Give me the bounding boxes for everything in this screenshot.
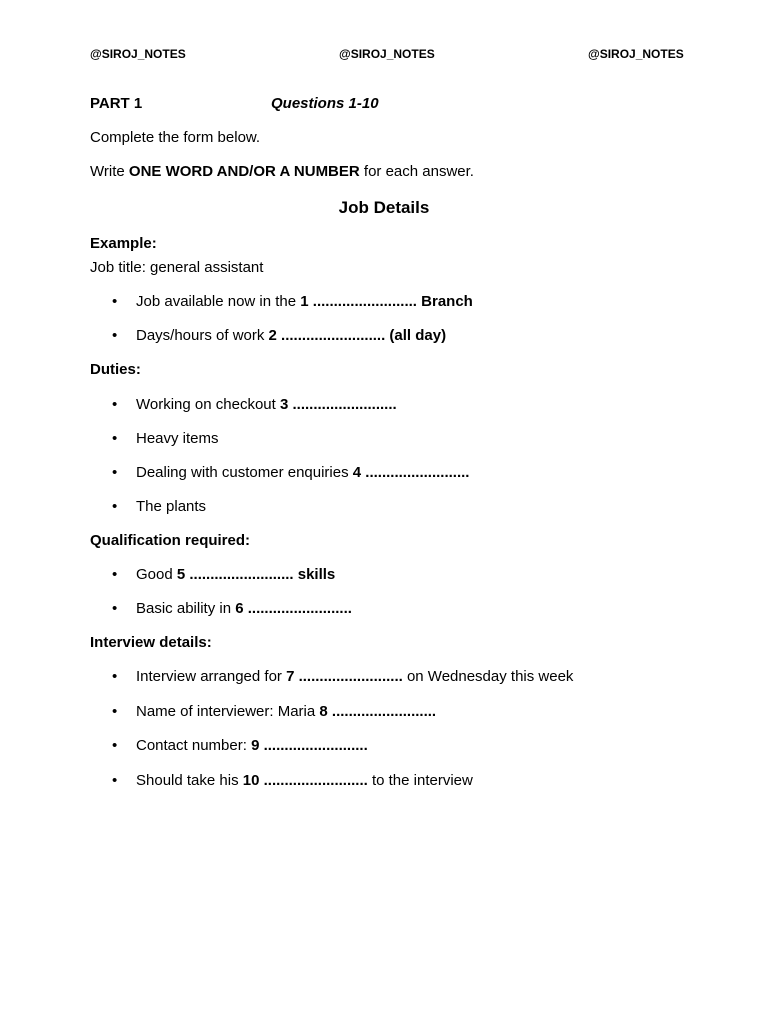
answer-blank: ......................... — [243, 600, 352, 617]
bullet-point: • — [112, 737, 118, 754]
question-number: 8 — [319, 703, 328, 720]
bullet-point: • — [112, 498, 118, 515]
answer-blank: ......................... — [308, 293, 417, 310]
item-bold-text: skills — [293, 566, 336, 583]
form-item — [136, 771, 473, 791]
item-text: Dealing with customer enquiries — [136, 464, 353, 481]
form-title: Job Details — [338, 198, 430, 217]
answer-blank: ......................... — [276, 327, 386, 344]
bullet-point: • — [112, 600, 118, 617]
question-number: 2 — [268, 327, 277, 344]
question-number: 1 — [300, 293, 309, 310]
bullet-point: • — [112, 566, 118, 583]
answer-blank: ......................... — [288, 396, 397, 413]
interview-heading: Interview details: — [90, 634, 212, 651]
answer-blank: ......................... — [185, 566, 294, 583]
qualification-heading: Qualification required: — [90, 532, 251, 549]
item-text: Good — [136, 566, 177, 583]
item-text: Basic ability in — [136, 600, 236, 617]
form-item — [136, 463, 469, 483]
example-heading: Example: — [90, 235, 157, 252]
item-text: Working on checkout — [136, 396, 280, 413]
form-item — [136, 292, 473, 312]
answer-blank: ......................... — [259, 737, 368, 754]
form-item — [136, 497, 206, 517]
item-text: Heavy items — [136, 430, 219, 447]
answer-blank: ......................... — [294, 668, 403, 685]
question-number: 3 — [279, 396, 289, 413]
header-watermark-left: @SIROJ_NOTES — [90, 47, 186, 61]
bullet-point: • — [112, 293, 118, 310]
question-number: 6 — [235, 600, 244, 617]
form-item — [136, 395, 397, 415]
form-item — [136, 702, 436, 722]
instruction-text: for each answer. — [359, 163, 474, 180]
bullet-point: • — [112, 772, 118, 789]
bullet-point: • — [112, 430, 118, 447]
answer-blank: ......................... — [259, 772, 368, 789]
bullet-point: • — [112, 464, 118, 481]
item-text: on Wednesday this week — [402, 668, 574, 685]
questions-range: Questions 1-10 — [271, 95, 379, 112]
bullet-point: • — [112, 668, 118, 685]
form-item — [136, 565, 335, 585]
page-header — [0, 47, 768, 65]
question-number: 4 — [352, 464, 362, 481]
question-number: 10 — [242, 772, 260, 789]
answer-blank: ......................... — [361, 464, 470, 481]
bullet-point: • — [112, 327, 118, 344]
question-number: 9 — [251, 737, 260, 754]
form-item — [136, 667, 573, 687]
duties-heading: Duties: — [90, 361, 141, 378]
item-text: Interview arranged for — [136, 668, 287, 685]
header-watermark-center: @SIROJ_NOTES — [339, 47, 435, 61]
form-item — [136, 599, 352, 619]
item-text: Should take his — [136, 772, 243, 789]
item-text: Name of interviewer: Maria — [136, 703, 320, 720]
form-item — [136, 429, 219, 449]
part-label: PART 1 — [90, 95, 143, 112]
answer-blank: ......................... — [327, 703, 437, 720]
item-text: Contact number: — [136, 737, 252, 754]
item-bold-text: Branch — [416, 293, 473, 310]
bullet-point: • — [112, 703, 118, 720]
bullet-point: • — [112, 396, 118, 413]
instruction-emphasis: ONE WORD AND/OR A NUMBER — [128, 163, 360, 180]
item-text: Days/hours of work — [136, 327, 269, 344]
header-watermark-right: @SIROJ_NOTES — [588, 47, 684, 61]
question-number: 5 — [176, 566, 186, 583]
item-text: The plants — [136, 498, 207, 515]
item-text: Job available now in the — [136, 293, 301, 310]
question-number: 7 — [286, 668, 295, 685]
item-text: to the interview — [367, 772, 473, 789]
form-item — [136, 326, 446, 346]
instruction-text: Write — [90, 163, 129, 180]
form-item — [136, 736, 368, 756]
item-bold-text: (all day) — [385, 327, 447, 344]
instruction-complete-form: Complete the form below. — [90, 129, 261, 146]
example-text: Job title: general assistant — [90, 259, 264, 276]
instruction-word-limit — [90, 162, 474, 182]
